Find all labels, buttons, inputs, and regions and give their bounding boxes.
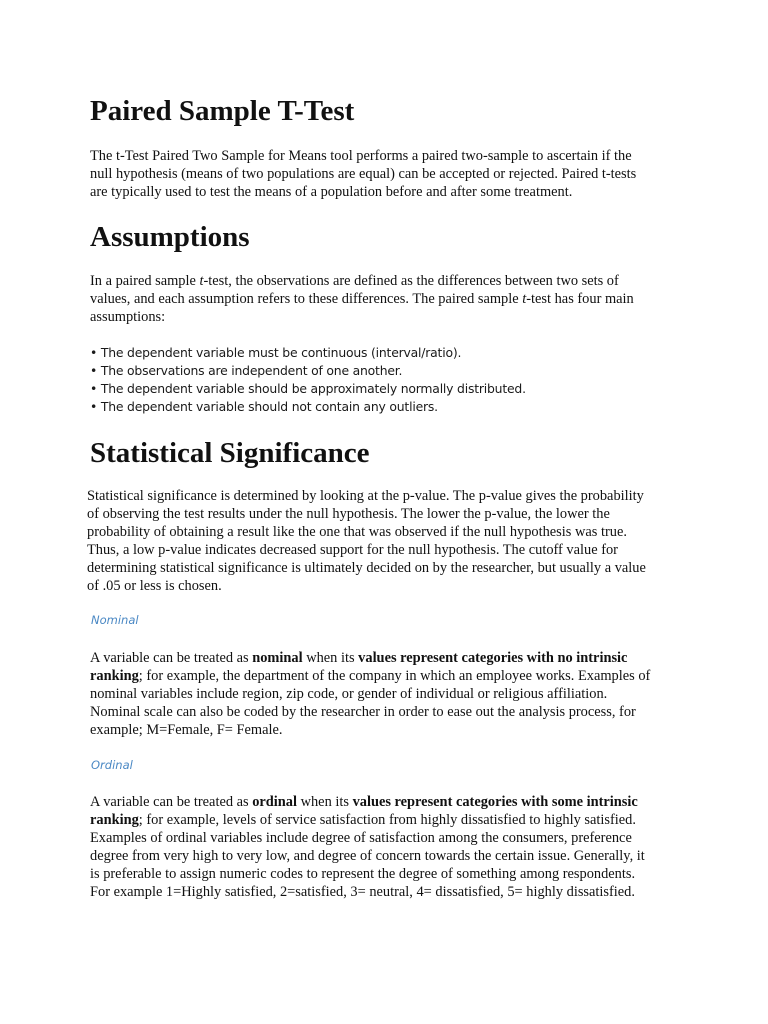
text-line: Nominal scale can also be coded by the researcher in order to ease out the analysis process, for	[90, 704, 636, 720]
heading-assumptions: Assumptions	[90, 221, 250, 253]
list-item: • The observations are independent of one another.	[90, 363, 403, 378]
text-line: probability of obtaining a result like the one that was observed if the null hypothesis was true.	[87, 524, 627, 540]
bold-phrase: ranking	[90, 812, 139, 828]
list-item: • The dependent variable should not contain any outliers.	[90, 399, 438, 414]
text-line: assumptions:	[90, 309, 166, 325]
bold-phrase: values represent categories with some intrinsic	[352, 794, 638, 810]
bold-phrase: values represent categories with no intrinsic	[358, 650, 628, 666]
paragraph-intro	[90, 147, 636, 201]
paragraph-assumptions	[90, 272, 634, 326]
text-run: -test has four main	[526, 291, 634, 307]
text-line	[90, 649, 650, 667]
text-line: The t-Test Paired Two Sample for Means tool performs a paired two-sample to ascertain if the	[90, 148, 632, 164]
text-line	[90, 290, 634, 308]
text-line: determining statistical significance is ultimately decided on by the researcher, but usually a value	[87, 560, 646, 576]
text-run: when its	[297, 794, 353, 810]
text-line: of .05 or less is chosen.	[87, 578, 222, 594]
text-line: null hypothesis (means of two populations are equal) can be accepted or rejected. Paired t-tests	[90, 166, 637, 182]
text-line: example; M=Female, F= Female.	[90, 722, 283, 738]
paragraph-significance	[87, 487, 646, 595]
text-line: Examples of ordinal variables include degree of satisfaction among the consumers, preference	[90, 830, 632, 846]
bold-term: nominal	[252, 650, 303, 666]
list-item: • The dependent variable should be approximately normally distributed.	[90, 381, 526, 396]
text-line: of observing the test results under the null hypothesis. The lower the p-value, the lower the	[87, 506, 610, 522]
text-line: Statistical significance is determined by looking at the p-value. The p-value gives the probability	[87, 488, 644, 504]
text-line	[90, 272, 634, 290]
heading-paired-sample-t-test: Paired Sample T-Test	[90, 95, 355, 127]
bold-term: ordinal	[252, 794, 297, 810]
text-line: Thus, a low p-value indicates decreased support for the null hypothesis. The cutoff value for	[87, 542, 618, 558]
text-line: nominal variables include region, zip code, or gender of individual or religious affiliation.	[90, 686, 608, 702]
text-run: -test, the observations are defined as the differences between two sets of	[203, 273, 619, 289]
paragraph-nominal	[90, 649, 650, 739]
italic-t: t	[522, 291, 527, 307]
text-line	[90, 667, 650, 685]
paragraph-ordinal	[90, 793, 645, 901]
bold-phrase: ranking	[90, 668, 139, 684]
text-line	[90, 811, 645, 829]
text-line: is preferable to assign numeric codes to represent the degree of something among respondents.	[90, 866, 636, 882]
heading-statistical-significance: Statistical Significance	[90, 437, 370, 469]
text-run: A variable can be treated as	[90, 650, 253, 666]
italic-t: t	[199, 273, 204, 289]
text-run: values, and each assumption refers to these differences. The paired sample	[90, 291, 523, 307]
text-line	[90, 793, 645, 811]
assumptions-list	[90, 344, 526, 416]
text-line: are typically used to test the means of a population before and after some treatment.	[90, 184, 573, 200]
subheading-nominal: Nominal	[91, 613, 139, 627]
text-run: A variable can be treated as	[90, 794, 253, 810]
text-line: degree from very high to very low, and degree of concern towards the certain issue. Generally, it	[90, 848, 645, 864]
text-run: when its	[302, 650, 359, 666]
text-run: ; for example, the department of the company in which an employee works. Examples of	[138, 668, 651, 684]
subheading-ordinal: Ordinal	[91, 758, 133, 772]
text-run: In a paired sample	[90, 273, 200, 289]
list-item: • The dependent variable must be continuous (interval/ratio).	[90, 345, 462, 360]
text-line: For example 1=Highly satisfied, 2=satisfied, 3= neutral, 4= dissatisfied, 5= highly dissatisfied.	[90, 884, 635, 900]
text-run: ; for example, levels of service satisfaction from highly dissatisfied to highly satisfied.	[138, 812, 636, 828]
